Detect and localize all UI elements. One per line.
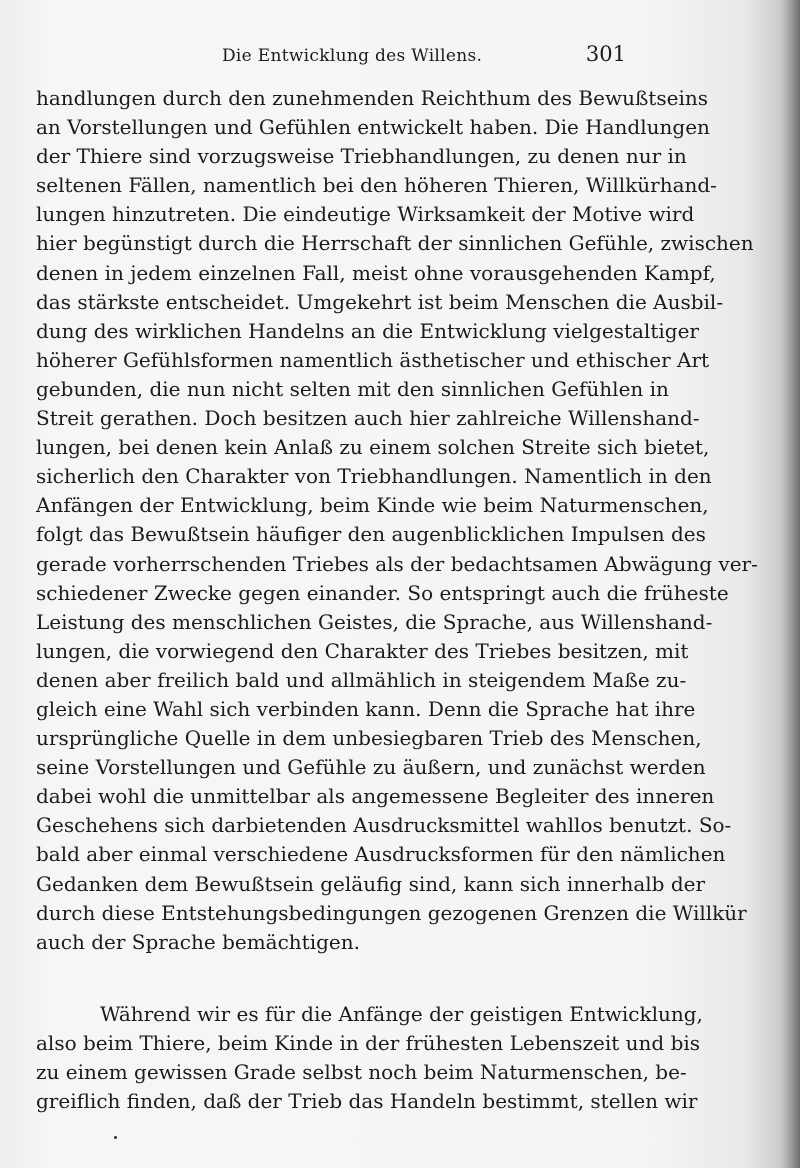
text-line: sicherlich den Charakter von Triebhandlungen. Namentlich in den [36,464,712,489]
text-line: denen aber freilich bald und allmählich in steigendem Maße zu- [36,667,687,692]
text-line: handlungen durch den zunehmenden Reichthum des Bewußtseins [36,86,708,110]
text-line: Streit gerathen. Doch besitzen auch hier zahlreiche Willenshand- [36,406,700,431]
paper-speck [114,1136,117,1139]
text-line: seltenen Fällen, namentlich bei den höheren Thieren, Willkürhand- [36,173,717,198]
text-line: dung des wirklichen Handelns an die Entwicklung vielgestaltiger [36,318,699,343]
text-line: lungen, die vorwiegend den Charakter des Triebes besitzen, mit [36,638,689,663]
running-title: Die Entwicklung des Willens. [222,46,483,66]
text-line: das stärkste entscheidet. Umgekehrt ist beim Menschen die Ausbil- [36,289,724,314]
page-number: 301 [585,42,626,66]
text-line: hier begünstigt durch die Herrschaft der sinnlichen Gefühle, zwischen [36,231,754,256]
paragraph-1 [36,84,758,957]
text-line: schiedener Zwecke gegen einander. So entspringt auch die früheste [36,580,729,605]
text-line: auch der Sprache bemächtigen. [36,929,360,954]
text-line: folgt das Bewußtsein häufiger den augenblicklichen Impulsen des [36,522,706,547]
text-line: zu einem gewissen Grade selbst noch beim Naturmenschen, be- [36,1060,687,1084]
text-line: gebunden, die nun nicht selten mit den sinnlichen Gefühlen in [36,376,669,401]
text-line: also beim Thiere, beim Kinde in der frühesten Lebenszeit und bis [36,1030,701,1055]
text-line: lungen, bei denen kein Anlaß zu einem solchen Streite sich bietet, [36,435,710,460]
running-head [36,42,626,72]
text-line: ursprüngliche Quelle in dem unbesiegbaren Trieb des Menschen, [36,726,702,751]
text-line: denen in jedem einzelnen Fall, meist ohne vorausgehenden Kampf, [36,260,716,285]
text-line: höherer Gefühlsformen namentlich ästhetischer und ethischer Art [36,347,710,372]
text-line: durch diese Entstehungsbedingungen gezogenen Grenzen die Willkür [36,900,747,925]
text-line: dabei wohl die unmittelbar als angemessene Begleiter des inneren [36,784,715,809]
page-edge-shadow [782,0,800,1168]
text-line: der Thiere sind vorzugsweise Triebhandlungen, zu denen nur in [36,144,687,169]
body-text [36,84,758,1116]
text-line: Anfängen der Entwicklung, beim Kinde wie beim Naturmenschen, [36,493,709,518]
text-line: gerade vorherrschenden Triebes als der bedachtsamen Abwägung ver- [36,551,758,576]
text-line: seine Vorstellungen und Gefühle zu äußern, und zunächst werden [36,755,706,780]
text-line: an Vorstellungen und Gefühlen entwickelt haben. Die Handlungen [36,115,710,140]
text-line: Während wir es für die Anfänge der geistigen Entwicklung, [100,1001,703,1026]
text-line: Geschehens sich darbietenden Ausdrucksmittel wahllos benutzt. So- [36,813,732,838]
paragraph-2 [36,1000,703,1116]
text-line: Leistung des menschlichen Geistes, die Sprache, aus Willenshand- [36,609,713,634]
text-line: bald aber einmal verschiedene Ausdrucksformen für den nämlichen [36,842,726,867]
text-line: gleich eine Wahl sich verbinden kann. Denn die Sprache hat ihre [36,696,696,721]
text-line: greiflich finden, daß der Trieb das Handeln bestimmt, stellen wir [36,1089,698,1114]
text-line: Gedanken dem Bewußtsein geläufig sind, kann sich innerhalb der [36,871,706,896]
paragraph-spacer [36,957,658,1000]
text-line: lungen hinzutreten. Die eindeutige Wirksamkeit der Motive wird [36,202,695,227]
